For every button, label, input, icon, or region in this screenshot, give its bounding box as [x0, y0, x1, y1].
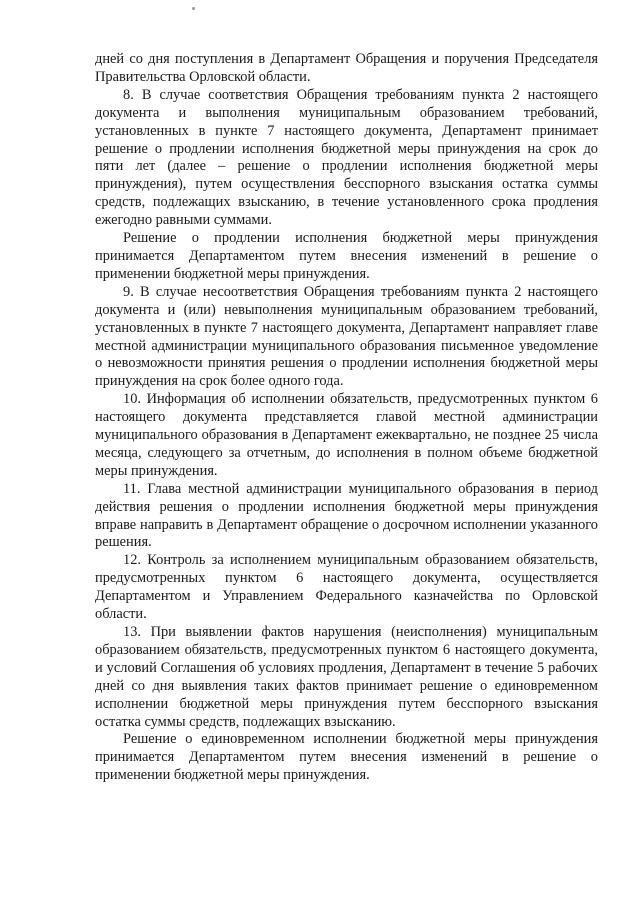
paragraph-item-13: 13. При выявлении фактов нарушения (неисполнения) муниципальным образованием обязательств, предусмотренных пунктом 6 настоящего документа, и условий Соглашения об условиях продления, Департамент в течение 5 рабочих дней со дня выявления таких фактов принимает решение о единовременном исполнении бюджетной меры принуждения путем бесспорного взыскания остатка суммы средств, подлежащих взысканию. [95, 624, 598, 730]
paragraph-continuation: дней со дня поступления в Департамент Обращения и поручения Председателя Правительства Орловской области. [95, 51, 598, 85]
paragraph-decision-extension: Решение о продлении исполнения бюджетной меры принуждения принимается Департаментом путем внесения изменений в решение о применении бюджетной меры принуждения. [95, 230, 598, 282]
paragraph-item-11: 11. Глава местной администрации муниципального образования в период действия решения о продлении исполнения бюджетной меры принуждения вправе направить в Департамент обращение о досрочном исполнении указанного решения. [95, 480, 598, 551]
paragraph-item-10: 10. Информация об исполнении обязательств, предусмотренных пунктом 6 настоящего документа представляется главой местной администрации муниципального образования в Департамент ежеквартально, не позднее 25 числа месяца, следующего за отчетным, до исполнения в полном объеме бюджетной меры принуждения. [95, 391, 598, 479]
paragraph-item-8: 8. В случае соответствия Обращения требованиям пункта 2 настоящего документа и выполнения муниципальным образованием требований, установленных в пункте 7 настоящего документа, Департамент принимает решение о продлении исполнения бюджетной меры принуждения на срок до пяти лет (далее – решение о продлении исполнения бюджетной меры принуждения), путем осуществления бесспорного взыскания остатка суммы средств, подлежащих взысканию, в течение установленного срока продления ежегодно равными суммами. [95, 86, 598, 229]
scan-speck [192, 7, 195, 10]
paragraph-decision-one-time: Решение о единовременном исполнении бюджетной меры принуждения принимается Департаментом путем внесения изменений в решение о применении бюджетной меры принуждения. [95, 731, 598, 784]
document-body [95, 51, 598, 785]
paragraph-item-9: 9. В случае несоответствия Обращения требованиям пункта 2 настоящего документа и (или) невыполнения муниципальным образованием требований, установленных в пункте 7 настоящего документа, Департамент направляет главе местной администрации муниципального образования письменное уведомление о невозможности принятия решения о продлении исполнения бюджетной меры принуждения на срок более одного года. [95, 283, 598, 390]
paragraph-item-12: 12. Контроль за исполнением муниципальным образованием обязательств, предусмотренных пунктом 6 настоящего документа, осуществляется Департаментом и Управлением Федерального казначейства по Орловской области. [95, 552, 598, 623]
